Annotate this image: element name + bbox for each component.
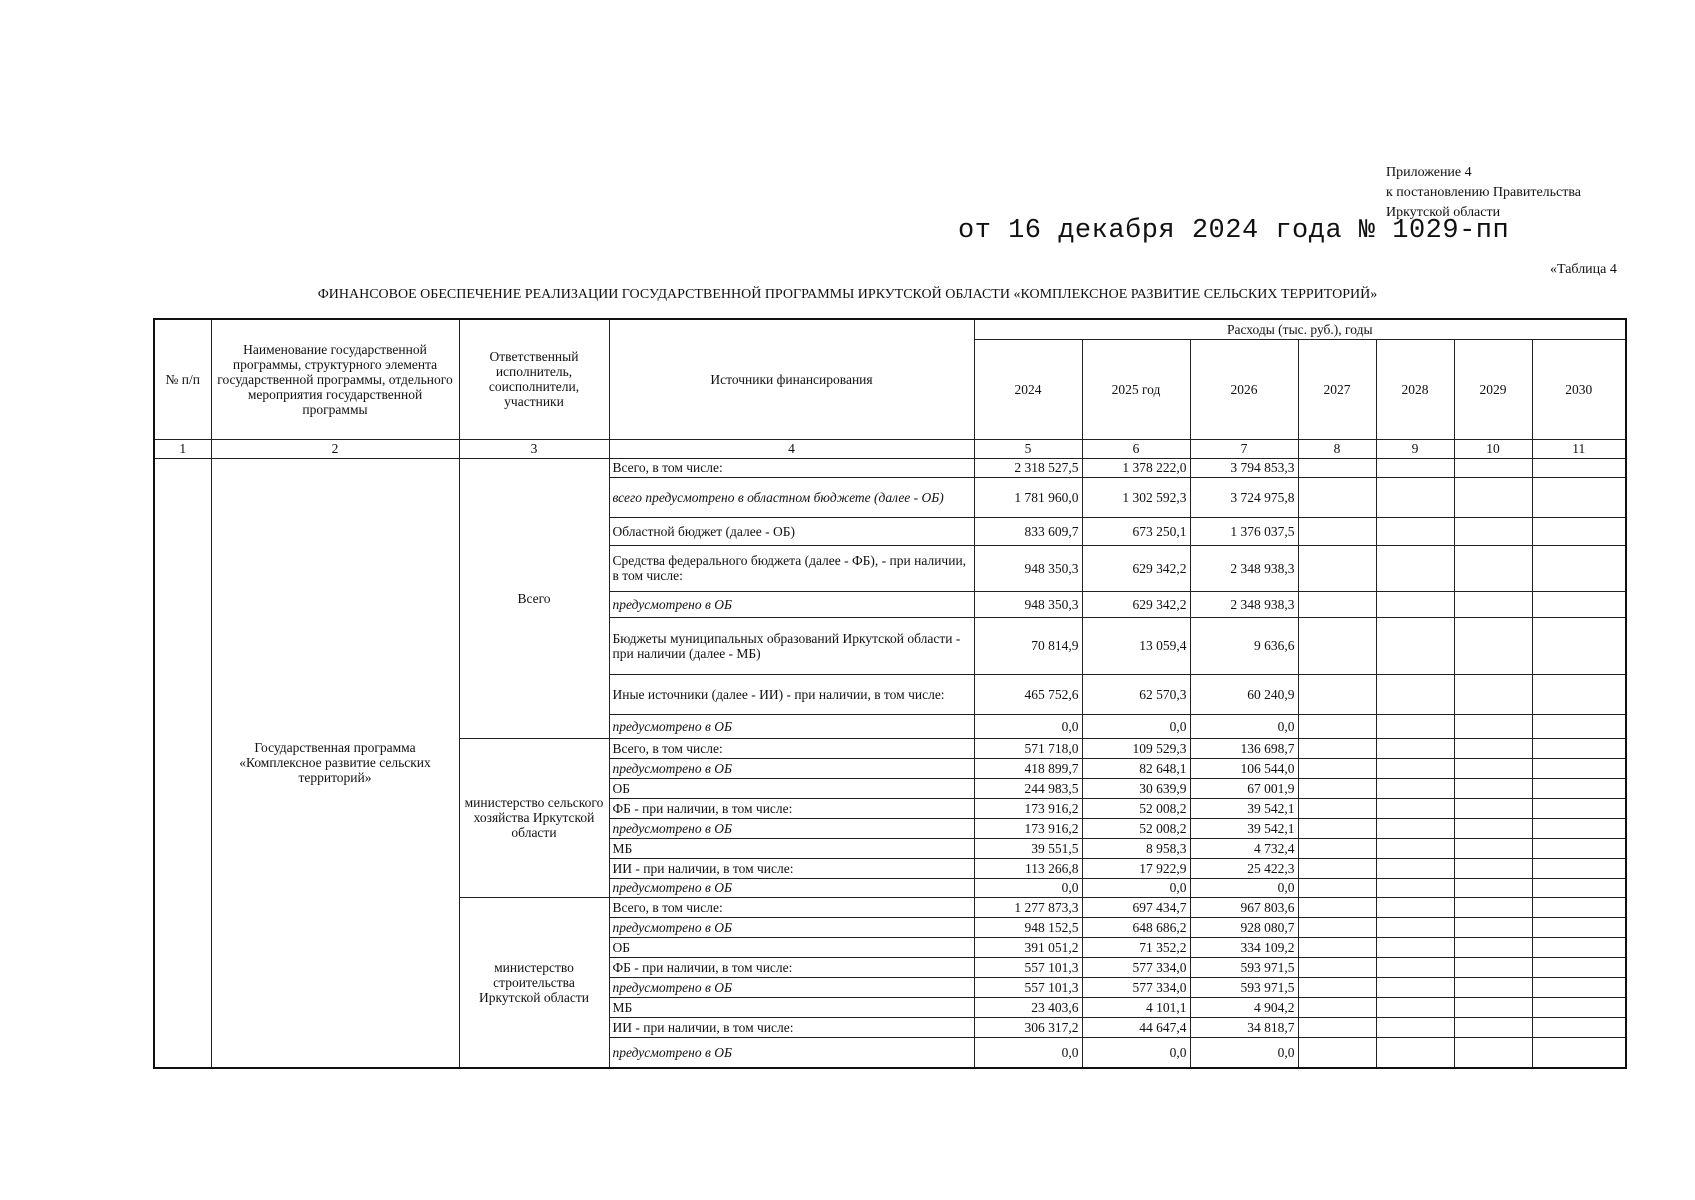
amount-cell: 34 818,7 (1190, 1017, 1298, 1037)
funding-source-cell: МБ (609, 838, 974, 858)
table-row (154, 458, 1626, 477)
program-name-cell: Государственная программа «Комплексное развитие сельских территорий» (211, 458, 459, 1068)
amount-cell: 577 334,0 (1082, 977, 1190, 997)
header-name: Наименование государственной программы, структурного элемента государственной программы, отдельного мероприятия государственной программы (211, 319, 459, 439)
funding-source-cell: предусмотрено в ОБ (609, 758, 974, 778)
amount-cell (1376, 477, 1454, 517)
amount-cell (1532, 997, 1626, 1017)
amount-cell: 0,0 (1190, 714, 1298, 738)
amount-cell (1376, 617, 1454, 674)
amount-cell (1532, 674, 1626, 714)
amount-cell: 0,0 (1082, 714, 1190, 738)
amount-cell (1376, 957, 1454, 977)
funding-source-cell: предусмотрено в ОБ (609, 818, 974, 838)
funding-source-cell: ИИ - при наличии, в том числе: (609, 858, 974, 878)
amount-cell: 25 422,3 (1190, 858, 1298, 878)
funding-source-cell: предусмотрено в ОБ (609, 714, 974, 738)
header-executor: Ответственный исполнитель, соисполнители, участники (459, 319, 609, 439)
col-number: 10 (1454, 439, 1532, 458)
amount-cell: 82 648,1 (1082, 758, 1190, 778)
amount-cell (1298, 674, 1376, 714)
amount-cell: 17 922,9 (1082, 858, 1190, 878)
amount-cell (1454, 917, 1532, 937)
amount-cell: 13 059,4 (1082, 617, 1190, 674)
amount-cell: 62 570,3 (1082, 674, 1190, 714)
amount-cell (1376, 714, 1454, 738)
amount-cell: 948 350,3 (974, 591, 1082, 617)
amount-cell: 2 348 938,3 (1190, 545, 1298, 591)
amount-cell (1454, 1017, 1532, 1037)
amount-cell (1376, 997, 1454, 1017)
funding-source-cell: предусмотрено в ОБ (609, 977, 974, 997)
amount-cell (1376, 674, 1454, 714)
amount-cell (1454, 838, 1532, 858)
amount-cell (1532, 1017, 1626, 1037)
amount-cell (1298, 937, 1376, 957)
amount-cell: 30 639,9 (1082, 778, 1190, 798)
amount-cell (1454, 997, 1532, 1017)
amount-cell (1376, 458, 1454, 477)
amount-cell (1532, 477, 1626, 517)
amount-cell: 557 101,3 (974, 977, 1082, 997)
amount-cell (1298, 758, 1376, 778)
amount-cell (1454, 477, 1532, 517)
amount-cell (1298, 997, 1376, 1017)
amount-cell (1376, 545, 1454, 591)
amount-cell (1532, 917, 1626, 937)
amount-cell (1454, 591, 1532, 617)
amount-cell (1454, 617, 1532, 674)
funding-source-cell: Всего, в том числе: (609, 897, 974, 917)
amount-cell: 0,0 (974, 878, 1082, 897)
funding-source-cell: ОБ (609, 937, 974, 957)
amount-cell: 1 378 222,0 (1082, 458, 1190, 477)
amount-cell (1454, 897, 1532, 917)
funding-source-cell: МБ (609, 997, 974, 1017)
amount-cell (1454, 957, 1532, 977)
amount-cell (1532, 545, 1626, 591)
appendix-block (1386, 163, 1581, 223)
amount-cell: 697 434,7 (1082, 897, 1190, 917)
amount-cell: 465 752,6 (974, 674, 1082, 714)
funding-source-cell: предусмотрено в ОБ (609, 591, 974, 617)
amount-cell: 0,0 (1190, 878, 1298, 897)
amount-cell (1298, 517, 1376, 545)
amount-cell (1376, 591, 1454, 617)
amount-cell: 928 080,7 (1190, 917, 1298, 937)
amount-cell (1532, 838, 1626, 858)
table-label: «Таблица 4 (1550, 262, 1617, 277)
header-year: 2027 (1298, 339, 1376, 439)
amount-cell: 577 334,0 (1082, 957, 1190, 977)
amount-cell: 334 109,2 (1190, 937, 1298, 957)
amount-cell (1532, 977, 1626, 997)
amount-cell (1298, 977, 1376, 997)
funding-source-cell: Средства федерального бюджета (далее - ФБ), - при наличии, в том числе: (609, 545, 974, 591)
funding-source-cell: Всего, в том числе: (609, 458, 974, 477)
amount-cell: 8 958,3 (1082, 838, 1190, 858)
amount-cell: 23 403,6 (974, 997, 1082, 1017)
amount-cell (1298, 878, 1376, 897)
amount-cell: 1 277 873,3 (974, 897, 1082, 917)
amount-cell: 418 899,7 (974, 758, 1082, 778)
funding-source-cell: предусмотрено в ОБ (609, 1037, 974, 1068)
funding-source-cell: ОБ (609, 778, 974, 798)
amount-cell: 2 348 938,3 (1190, 591, 1298, 617)
amount-cell (1298, 617, 1376, 674)
amount-cell (1454, 458, 1532, 477)
amount-cell (1298, 1017, 1376, 1037)
amount-cell (1376, 917, 1454, 937)
amount-cell: 0,0 (1082, 1037, 1190, 1068)
amount-cell (1454, 674, 1532, 714)
amount-cell: 673 250,1 (1082, 517, 1190, 545)
amount-cell (1532, 937, 1626, 957)
amount-cell (1532, 858, 1626, 878)
amount-cell (1376, 798, 1454, 818)
amount-cell (1532, 778, 1626, 798)
amount-cell (1532, 878, 1626, 897)
amount-cell (1298, 477, 1376, 517)
amount-cell (1532, 517, 1626, 545)
financing-table (153, 318, 1627, 1069)
amount-cell (1454, 1037, 1532, 1068)
amount-cell (1532, 714, 1626, 738)
amount-cell (1454, 818, 1532, 838)
amount-cell (1532, 758, 1626, 778)
amount-cell: 593 971,5 (1190, 977, 1298, 997)
amount-cell (1298, 858, 1376, 878)
col-number: 4 (609, 439, 974, 458)
amount-cell: 571 718,0 (974, 738, 1082, 758)
executor-cell: Всего (459, 458, 609, 738)
amount-cell (1532, 591, 1626, 617)
header-col-numbers (154, 439, 1626, 458)
amount-cell: 1 781 960,0 (974, 477, 1082, 517)
amount-cell: 4 732,4 (1190, 838, 1298, 858)
header-row-1 (154, 319, 1626, 339)
amount-cell (1298, 545, 1376, 591)
amount-cell (1454, 878, 1532, 897)
col-number: 8 (1298, 439, 1376, 458)
amount-cell (1376, 937, 1454, 957)
funding-source-cell: Всего, в том числе: (609, 738, 974, 758)
funding-source-cell: предусмотрено в ОБ (609, 878, 974, 897)
funding-source-cell: ФБ - при наличии, в том числе: (609, 957, 974, 977)
col-number: 7 (1190, 439, 1298, 458)
executor-cell: министерство сельского хозяйства Иркутской области (459, 738, 609, 897)
amount-cell: 1 302 592,3 (1082, 477, 1190, 517)
amount-cell (1376, 858, 1454, 878)
amount-cell: 948 350,3 (974, 545, 1082, 591)
amount-cell: 391 051,2 (974, 937, 1082, 957)
amount-cell (1532, 798, 1626, 818)
amount-cell (1454, 858, 1532, 878)
col-number: 11 (1532, 439, 1626, 458)
header-sources: Источники финансирования (609, 319, 974, 439)
amount-cell (1376, 1037, 1454, 1068)
amount-cell (1298, 1037, 1376, 1068)
funding-source-cell: ИИ - при наличии, в том числе: (609, 1017, 974, 1037)
amount-cell (1454, 778, 1532, 798)
amount-cell: 2 318 527,5 (974, 458, 1082, 477)
amount-cell (1298, 738, 1376, 758)
amount-cell: 948 152,5 (974, 917, 1082, 937)
appendix-line-3: Иркутской области (1386, 205, 1501, 220)
amount-cell (1376, 1017, 1454, 1037)
amount-cell (1454, 517, 1532, 545)
col-number: 1 (154, 439, 211, 458)
amount-cell (1376, 897, 1454, 917)
col-number: 2 (211, 439, 459, 458)
amount-cell: 3 794 853,3 (1190, 458, 1298, 477)
funding-source-cell: предусмотрено в ОБ (609, 917, 974, 937)
amount-cell: 0,0 (974, 1037, 1082, 1068)
amount-cell (1298, 458, 1376, 477)
header-year: 2029 (1454, 339, 1532, 439)
amount-cell: 1 376 037,5 (1190, 517, 1298, 545)
funding-source-cell: ФБ - при наличии, в том числе: (609, 798, 974, 818)
amount-cell: 3 724 975,8 (1190, 477, 1298, 517)
amount-cell (1376, 738, 1454, 758)
executor-cell: министерство строительства Иркутской области (459, 897, 609, 1068)
appendix-line-1: Приложение 4 (1386, 165, 1472, 180)
amount-cell (1376, 778, 1454, 798)
amount-cell: 9 636,6 (1190, 617, 1298, 674)
amount-cell (1376, 758, 1454, 778)
amount-cell: 629 342,2 (1082, 545, 1190, 591)
funding-source-cell: Областной бюджет (далее - ОБ) (609, 517, 974, 545)
amount-cell (1376, 517, 1454, 545)
amount-cell: 39 551,5 (974, 838, 1082, 858)
header-year: 2026 (1190, 339, 1298, 439)
amount-cell: 967 803,6 (1190, 897, 1298, 917)
funding-source-cell: Бюджеты муниципальных образований Иркутской области - при наличии (далее - МБ) (609, 617, 974, 674)
funding-source-cell: Иные источники (далее - ИИ) - при наличии, в том числе: (609, 674, 974, 714)
header-year: 2030 (1532, 339, 1626, 439)
amount-cell (1298, 798, 1376, 818)
amount-cell: 4 101,1 (1082, 997, 1190, 1017)
amount-cell: 833 609,7 (974, 517, 1082, 545)
amount-cell (1298, 818, 1376, 838)
header-num: № п/п (154, 319, 211, 439)
amount-cell: 593 971,5 (1190, 957, 1298, 977)
amount-cell: 113 266,8 (974, 858, 1082, 878)
amount-cell: 71 352,2 (1082, 937, 1190, 957)
amount-cell: 173 916,2 (974, 818, 1082, 838)
amount-cell (1532, 1037, 1626, 1068)
header-year: 2028 (1376, 339, 1454, 439)
col-number: 9 (1376, 439, 1454, 458)
amount-cell (1298, 917, 1376, 937)
amount-cell: 629 342,2 (1082, 591, 1190, 617)
amount-cell (1376, 838, 1454, 858)
amount-cell (1454, 977, 1532, 997)
amount-cell (1532, 617, 1626, 674)
amount-cell: 60 240,9 (1190, 674, 1298, 714)
amount-cell: 109 529,3 (1082, 738, 1190, 758)
amount-cell (1298, 838, 1376, 858)
amount-cell: 52 008,2 (1082, 818, 1190, 838)
amount-cell (1454, 714, 1532, 738)
amount-cell (1376, 977, 1454, 997)
amount-cell: 557 101,3 (974, 957, 1082, 977)
amount-cell (1532, 897, 1626, 917)
amount-cell (1454, 798, 1532, 818)
amount-cell (1298, 714, 1376, 738)
amount-cell (1532, 818, 1626, 838)
amount-cell (1298, 897, 1376, 917)
amount-cell: 39 542,1 (1190, 818, 1298, 838)
amount-cell: 39 542,1 (1190, 798, 1298, 818)
funding-source-cell: всего предусмотрено в областном бюджете (далее - ОБ) (609, 477, 974, 517)
amount-cell: 0,0 (974, 714, 1082, 738)
amount-cell: 648 686,2 (1082, 917, 1190, 937)
amount-cell (1376, 818, 1454, 838)
amount-cell (1298, 591, 1376, 617)
amount-cell: 306 317,2 (974, 1017, 1082, 1037)
amount-cell: 44 647,4 (1082, 1017, 1190, 1037)
row-number-cell (154, 458, 211, 1068)
appendix-line-2: к постановлению Правительства (1386, 185, 1582, 200)
amount-cell (1454, 738, 1532, 758)
amount-cell (1454, 758, 1532, 778)
amount-cell (1454, 545, 1532, 591)
amount-cell: 67 001,9 (1190, 778, 1298, 798)
amount-cell (1532, 738, 1626, 758)
amount-cell (1532, 957, 1626, 977)
amount-cell (1532, 458, 1626, 477)
col-number: 3 (459, 439, 609, 458)
amount-cell (1454, 937, 1532, 957)
amount-cell (1298, 957, 1376, 977)
amount-cell: 244 983,5 (974, 778, 1082, 798)
col-number: 5 (974, 439, 1082, 458)
header-expenses: Расходы (тыс. руб.), годы (974, 319, 1626, 339)
document-title: ФИНАНСОВОЕ ОБЕСПЕЧЕНИЕ РЕАЛИЗАЦИИ ГОСУДАРСТВЕННОЙ ПРОГРАММЫ ИРКУТСКОЙ ОБЛАСТИ «КОМПЛЕКСНОЕ РАЗВИТИЕ СЕЛЬСКИХ ТЕРРИТОРИЙ» (317, 287, 1378, 302)
col-number: 6 (1082, 439, 1190, 458)
amount-cell: 70 814,9 (974, 617, 1082, 674)
header-year: 2025 год (1082, 339, 1190, 439)
amount-cell: 173 916,2 (974, 798, 1082, 818)
amount-cell: 0,0 (1082, 878, 1190, 897)
amount-cell: 0,0 (1190, 1037, 1298, 1068)
amount-cell: 52 008,2 (1082, 798, 1190, 818)
header-year: 2024 (974, 339, 1082, 439)
amount-cell (1298, 778, 1376, 798)
amount-cell (1376, 878, 1454, 897)
amount-cell: 106 544,0 (1190, 758, 1298, 778)
decree-stamp: от 16 декабря 2024 года № 1029-пп (958, 216, 1510, 246)
amount-cell: 136 698,7 (1190, 738, 1298, 758)
amount-cell: 4 904,2 (1190, 997, 1298, 1017)
